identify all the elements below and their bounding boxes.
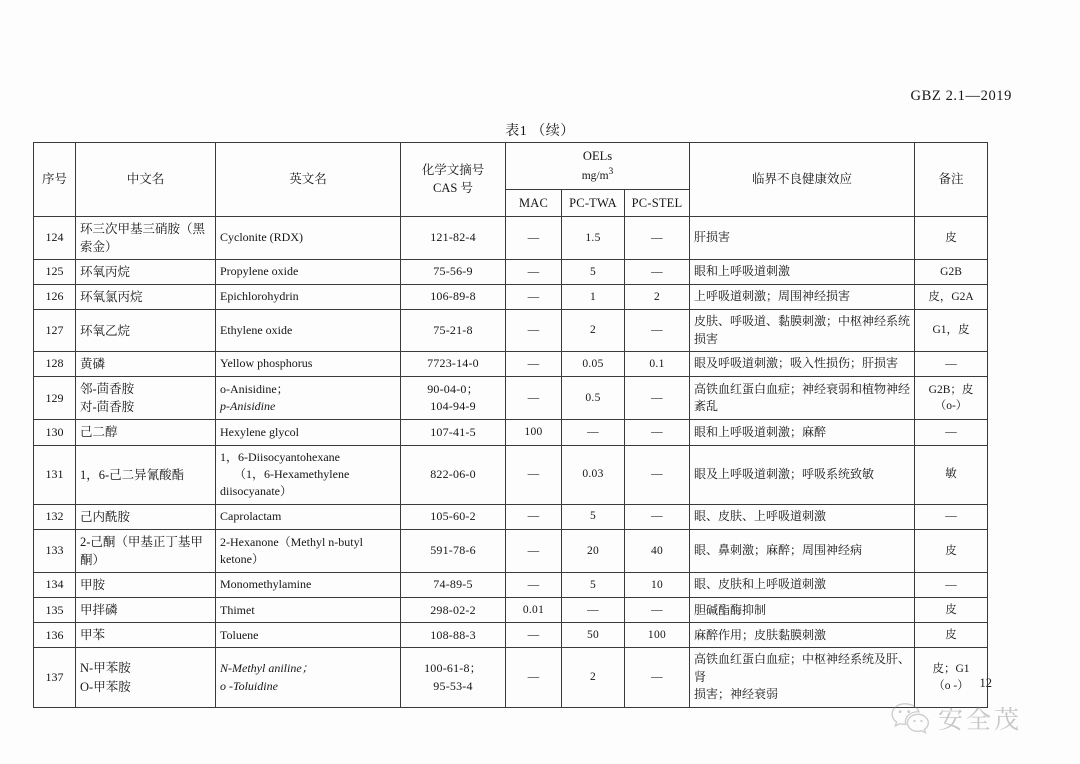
row-serial-number: 134: [34, 573, 76, 598]
row-health-effect: 眼及呼吸道刺激；吸入性损伤；肝损害: [690, 352, 915, 377]
row-remark: [915, 377, 988, 420]
row-serial-number: 131: [34, 445, 76, 504]
row-health-effect: 眼和上呼吸道刺激: [690, 260, 915, 285]
row-english-name: Caprolactam: [216, 504, 401, 529]
row-serial-number: 126: [34, 285, 76, 310]
row-health-effect: 麻醉作用；皮肤黏膜刺激: [690, 623, 915, 648]
row-chinese-name: 甲拌磷: [76, 598, 216, 623]
row-pc-twa-value: —: [562, 598, 625, 623]
row-remark-line2: （o-）: [934, 400, 968, 413]
row-cas-line2: 104-94-9: [430, 399, 476, 414]
row-pc-stel-value: 10: [625, 573, 690, 598]
row-mac-value: —: [506, 445, 562, 504]
table-body: [34, 216, 988, 707]
row-pc-twa-value: 1: [562, 285, 625, 310]
table-row: [34, 420, 988, 445]
row-english-name: Yellow phosphorus: [216, 352, 401, 377]
occupational-exposure-limits-table: [33, 142, 988, 708]
header-pc-stel: PC-STEL: [625, 189, 690, 216]
row-pc-twa-value: —: [562, 420, 625, 445]
row-english-name-line2: ketone）: [220, 551, 264, 566]
table-header: [34, 143, 988, 217]
row-remark: 皮: [915, 216, 988, 259]
oel-table-container: [33, 142, 987, 708]
row-cas-line2: 95-53-4: [433, 678, 473, 693]
row-health-effect-line2: 损害；神经衰弱: [694, 687, 779, 702]
row-pc-stel-value: —: [625, 648, 690, 707]
row-remark: —: [915, 352, 988, 377]
row-pc-stel-value: —: [625, 260, 690, 285]
header-mac: MAC: [506, 189, 562, 216]
row-mac-value: 100: [506, 420, 562, 445]
header-cas-number: [401, 143, 506, 217]
row-english-name: Ethylene oxide: [216, 310, 401, 352]
row-cas-number: 106-89-8: [401, 285, 506, 310]
row-english-name: Cyclonite (RDX): [216, 216, 401, 259]
row-chinese-name-line2: O-甲苯胺: [80, 679, 131, 694]
row-chinese-name: 环三次甲基三硝胺（黑索金）: [76, 216, 216, 259]
row-chinese-name: 环氧乙烷: [76, 310, 216, 352]
header-oels-unit: [509, 165, 686, 185]
row-mac-value: —: [506, 529, 562, 572]
row-remark: —: [915, 573, 988, 598]
row-serial-number: 130: [34, 420, 76, 445]
row-cas-number: 121-82-4: [401, 216, 506, 259]
row-health-effect: 眼、鼻刺激；麻醉；周围神经病: [690, 529, 915, 572]
row-cas-line1: 90-04-0；: [427, 381, 479, 396]
header-oels-unit-text: mg/m: [581, 169, 609, 182]
row-mac-value: —: [506, 285, 562, 310]
table-row: [34, 445, 988, 504]
row-serial-number: 135: [34, 598, 76, 623]
header-cas-line2: CAS 号: [433, 181, 473, 196]
row-chinese-name: 黄磷: [76, 352, 216, 377]
row-english-name: [216, 648, 401, 707]
row-chinese-name: 甲胺: [76, 573, 216, 598]
row-serial-number: 128: [34, 352, 76, 377]
row-remark: —: [915, 420, 988, 445]
row-serial-number: 129: [34, 377, 76, 420]
table-row: [34, 573, 988, 598]
row-english-name-line3: diisocyanate）: [220, 484, 292, 499]
row-health-effect: 上呼吸道刺激；周围神经损害: [690, 285, 915, 310]
row-health-effect-line1: 高铁血红蛋白血症；中枢神经系统及肝、肾: [694, 652, 911, 684]
row-health-effect: 眼和上呼吸道刺激；麻醉: [690, 420, 915, 445]
row-health-effect: 眼、皮肤和上呼吸道刺激: [690, 573, 915, 598]
row-pc-stel-value: —: [625, 445, 690, 504]
row-english-name: Monomethylamine: [216, 573, 401, 598]
row-pc-stel-value: —: [625, 504, 690, 529]
row-pc-stel-value: 100: [625, 623, 690, 648]
table-row: [34, 377, 988, 420]
header-remark: 备注: [915, 143, 988, 217]
row-serial-number: 125: [34, 260, 76, 285]
row-pc-stel-value: —: [625, 598, 690, 623]
row-remark: 皮: [915, 623, 988, 648]
row-remark: [915, 648, 988, 707]
row-pc-twa-value: 0.03: [562, 445, 625, 504]
row-cas-number: 107-41-5: [401, 420, 506, 445]
row-english-name-line2: （1，6-Hexamethylene: [234, 466, 350, 481]
row-cas-number: 75-56-9: [401, 260, 506, 285]
row-chinese-name: [76, 648, 216, 707]
header-chinese-name: 中文名: [76, 143, 216, 217]
table-row: [34, 504, 988, 529]
header-english-name: 英文名: [216, 143, 401, 217]
row-remark-line1: 皮；G1: [932, 662, 970, 675]
row-serial-number: 127: [34, 310, 76, 352]
row-pc-stel-value: 2: [625, 285, 690, 310]
row-pc-stel-value: —: [625, 216, 690, 259]
row-cas-number: 298-02-2: [401, 598, 506, 623]
table-row: [34, 285, 988, 310]
row-cas-number: [401, 648, 506, 707]
row-mac-value: 0.01: [506, 598, 562, 623]
row-english-name: Propylene oxide: [216, 260, 401, 285]
row-serial-number: 133: [34, 529, 76, 572]
row-pc-twa-value: 1.5: [562, 216, 625, 259]
row-remark: 皮: [915, 529, 988, 572]
row-serial-number: 132: [34, 504, 76, 529]
row-cas-number: [401, 377, 506, 420]
table-row: [34, 310, 988, 352]
row-mac-value: —: [506, 352, 562, 377]
row-remark: G1，皮: [915, 310, 988, 352]
row-english-name-line2: o -Toluidine: [220, 678, 278, 693]
row-english-name: Epichlorohydrin: [216, 285, 401, 310]
header-oels: [506, 143, 690, 190]
header-oels-label: OELs: [582, 149, 613, 163]
row-health-effect: [690, 648, 915, 707]
row-cas-number: 591-78-6: [401, 529, 506, 572]
row-serial-number: 136: [34, 623, 76, 648]
row-pc-stel-value: 0.1: [625, 352, 690, 377]
table-caption: 表1 （续）: [505, 124, 575, 139]
row-english-name: Hexylene glycol: [216, 420, 401, 445]
header-serial-number: 序号: [34, 143, 76, 217]
row-chinese-name: 己二醇: [76, 420, 216, 445]
table-row: [34, 648, 988, 707]
row-remark: —: [915, 504, 988, 529]
row-chinese-name: 环氧氯丙烷: [76, 285, 216, 310]
row-remark: G2B: [915, 260, 988, 285]
row-health-effect: 高铁血红蛋白血症；神经衰弱和植物神经紊乱: [690, 377, 915, 420]
row-pc-stel-value: —: [625, 420, 690, 445]
row-chinese-name: 1，6-己二异氰酸酯: [76, 445, 216, 504]
row-serial-number: 124: [34, 216, 76, 259]
row-english-name-line1: N-Methyl aniline；: [220, 661, 314, 676]
table-row: [34, 216, 988, 259]
row-mac-value: —: [506, 573, 562, 598]
row-health-effect: 眼、皮肤、上呼吸道刺激: [690, 504, 915, 529]
row-chinese-name: [76, 377, 216, 420]
row-english-name-line1: 2-Hexanone（Methyl n-butyl: [220, 534, 363, 549]
row-english-name: Toluene: [216, 623, 401, 648]
header-pc-twa: PC-TWA: [562, 189, 625, 216]
table-row: [34, 598, 988, 623]
row-chinese-name: 2-己酮（甲基正丁基甲酮）: [76, 529, 216, 572]
row-remark: 皮: [915, 598, 988, 623]
row-cas-number: 7723-14-0: [401, 352, 506, 377]
row-english-name-line1: o-Anisidine；: [220, 381, 289, 396]
wechat-watermark: [890, 700, 1022, 736]
row-english-name-line1: 1，6-Diisocyantohexane: [220, 449, 340, 464]
row-cas-number: 75-21-8: [401, 310, 506, 352]
row-chinese-name: 己内酰胺: [76, 504, 216, 529]
row-cas-line1: 100-61-8；: [424, 661, 482, 676]
row-health-effect: 肝损害: [690, 216, 915, 259]
row-cas-number: 822-06-0: [401, 445, 506, 504]
row-remark-line2: （o -）: [933, 679, 969, 692]
watermark-text: 安全茂: [937, 706, 1022, 734]
table-row: [34, 260, 988, 285]
row-chinese-name-line1: 邻-茴香胺: [80, 382, 135, 397]
table-row: [34, 623, 988, 648]
page-number: 12: [979, 676, 992, 690]
row-mac-value: —: [506, 216, 562, 259]
row-mac-value: —: [506, 310, 562, 352]
row-pc-twa-value: 2: [562, 310, 625, 352]
row-pc-stel-value: 40: [625, 529, 690, 572]
row-mac-value: —: [506, 623, 562, 648]
row-cas-number: 105-60-2: [401, 504, 506, 529]
row-cas-number: 74-89-5: [401, 573, 506, 598]
row-english-name: [216, 377, 401, 420]
row-chinese-name-line2: 对-茴香胺: [80, 400, 135, 415]
row-pc-twa-value: 2: [562, 648, 625, 707]
row-pc-twa-value: 50: [562, 623, 625, 648]
header-critical-health-effect: 临界不良健康效应: [690, 143, 915, 217]
row-pc-twa-value: 20: [562, 529, 625, 572]
row-health-effect: 胆碱酯酶抑制: [690, 598, 915, 623]
header-cas-line1: 化学文摘号: [421, 163, 485, 178]
row-chinese-name: 甲苯: [76, 623, 216, 648]
row-mac-value: —: [506, 648, 562, 707]
row-serial-number: 137: [34, 648, 76, 707]
table-row: [34, 352, 988, 377]
row-mac-value: —: [506, 377, 562, 420]
row-english-name: [216, 529, 401, 572]
standard-code-header: GBZ 2.1—2019: [910, 88, 1012, 104]
row-pc-stel-value: —: [625, 377, 690, 420]
row-pc-twa-value: 5: [562, 504, 625, 529]
row-pc-twa-value: 5: [562, 260, 625, 285]
row-english-name: Thimet: [216, 598, 401, 623]
row-remark-line1: G2B；皮: [928, 383, 974, 396]
row-remark: 敏: [915, 445, 988, 504]
header-oels-unit-sup: 3: [608, 166, 614, 178]
row-pc-twa-value: 5: [562, 573, 625, 598]
row-health-effect: 皮肤、呼吸道、黏膜刺激；中枢神经系统损害: [690, 310, 915, 352]
row-mac-value: —: [506, 504, 562, 529]
row-health-effect: 眼及上呼吸道刺激；呼吸系统致敏: [690, 445, 915, 504]
table-row: [34, 529, 988, 572]
row-remark: 皮，G2A: [915, 285, 988, 310]
row-pc-stel-value: —: [625, 310, 690, 352]
row-english-name-line2: p-Anisidine: [220, 399, 276, 414]
wechat-icon: [890, 701, 930, 735]
row-english-name: [216, 445, 401, 504]
row-mac-value: —: [506, 260, 562, 285]
row-pc-twa-value: 0.05: [562, 352, 625, 377]
row-pc-twa-value: 0.5: [562, 377, 625, 420]
row-cas-number: 108-88-3: [401, 623, 506, 648]
row-chinese-name-line1: N-甲苯胺: [80, 661, 131, 676]
row-chinese-name: 环氧丙烷: [76, 260, 216, 285]
